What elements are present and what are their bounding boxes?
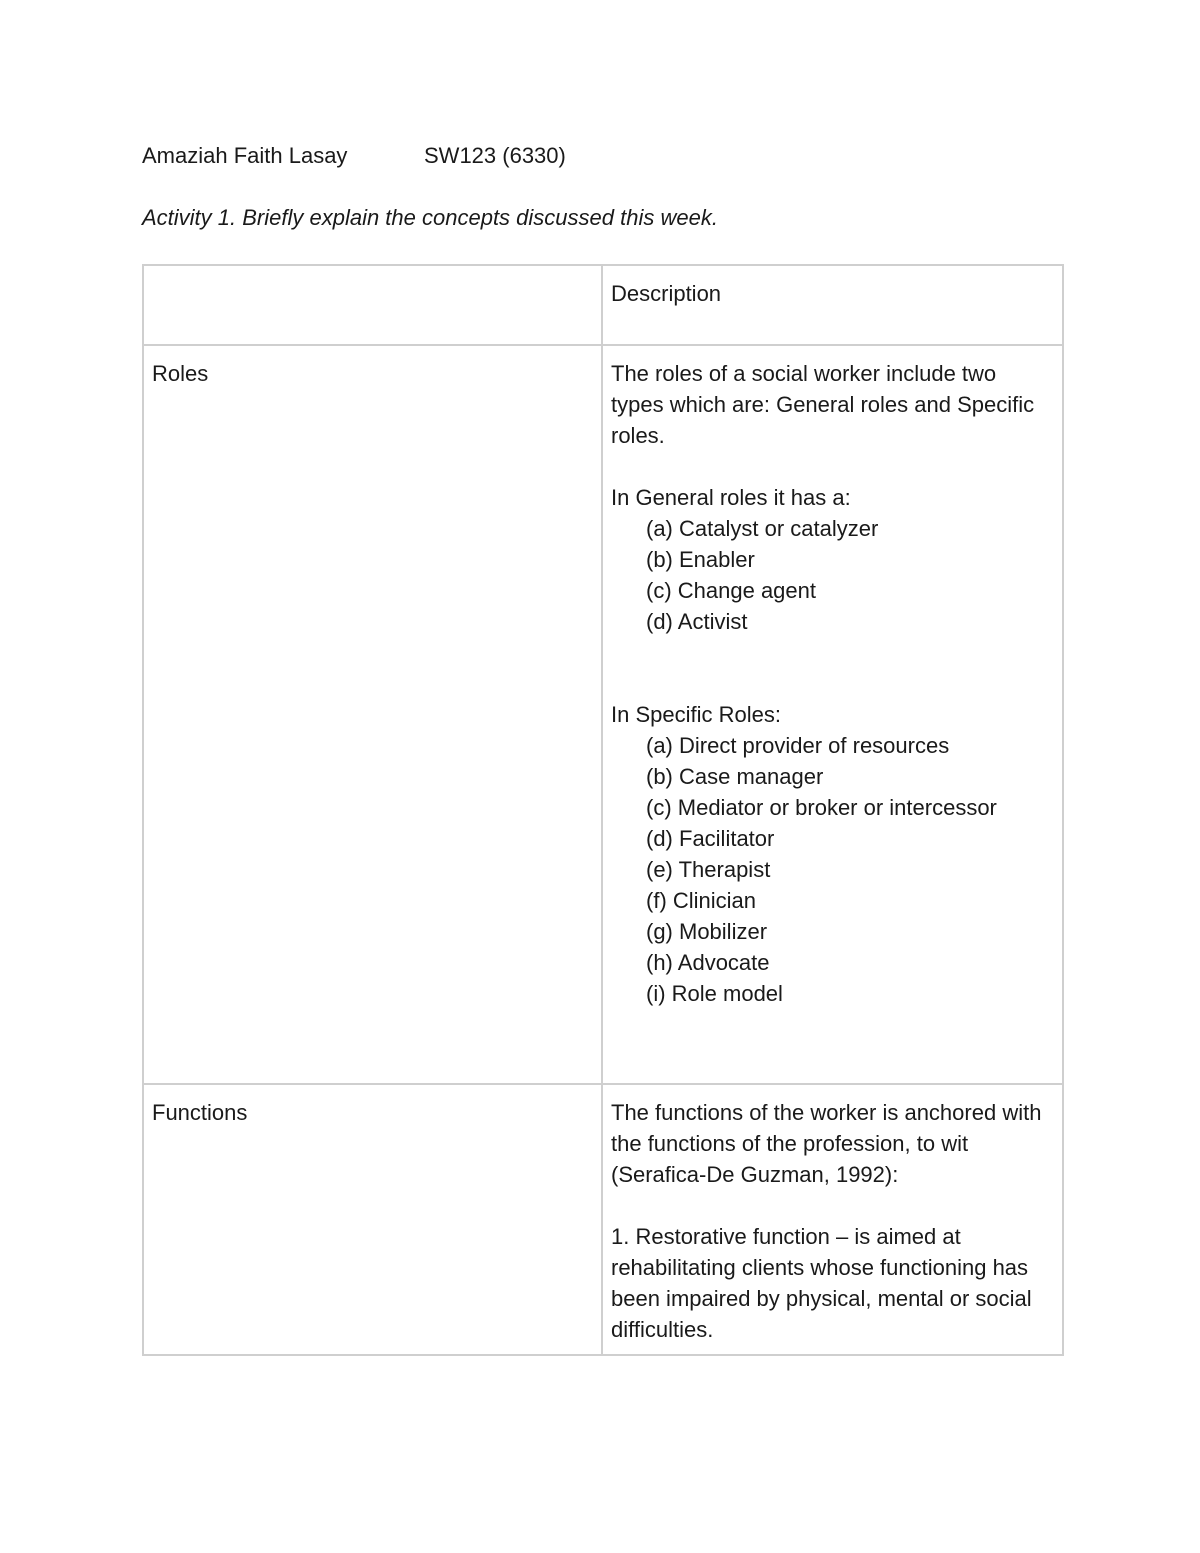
general-roles-list [611,513,1054,637]
roles-intro: The roles of a social worker include two types which are: General roles and Specific roles. [611,361,1035,448]
list-item: (f) Clinician [646,888,757,913]
general-roles-heading: In General roles it has a: [611,485,851,510]
list-item: (a) Catalyst or catalyzer [646,516,879,541]
list-item: (b) Case manager [646,764,824,789]
list-item: (e) Therapist [646,857,771,882]
specific-roles-list [611,730,1054,1009]
concepts-table [142,264,1064,1356]
list-item: (d) Facilitator [646,826,775,851]
list-item: (d) Activist [646,609,748,634]
document-header [142,142,566,170]
roles-label: Roles [143,345,602,1084]
activity-title: Activity 1. Briefly explain the concepts discussed this week. [142,205,718,230]
roles-description [602,345,1063,1084]
list-item: (c) Change agent [646,578,816,603]
student-name: Amaziah Faith Lasay [142,143,348,168]
functions-description [602,1084,1063,1355]
restorative-function: 1. Restorative function – is aimed at rehabilitating clients whose functioning has been impaired by physical, mental or social difficulties. [611,1224,1032,1342]
table-row-functions [143,1084,1063,1355]
list-item: (b) Enabler [646,547,755,572]
functions-label: Functions [143,1084,602,1355]
list-item: (i) Role model [646,981,783,1006]
header-cell-concept [143,265,602,345]
functions-intro: The functions of the worker is anchored with the functions of the profession, to wit (Serafica-De Guzman, 1992): [611,1100,1042,1187]
course-code: SW123 (6330) [424,143,566,168]
table-header-row [143,265,1063,345]
list-item: (g) Mobilizer [646,919,768,944]
specific-roles-heading: In Specific Roles: [611,702,781,727]
list-item: (a) Direct provider of resources [646,733,950,758]
list-item: (h) Advocate [646,950,770,975]
header-cell-description: Description [602,265,1063,345]
list-item: (c) Mediator or broker or intercessor [646,795,997,820]
table-row-roles [143,345,1063,1084]
